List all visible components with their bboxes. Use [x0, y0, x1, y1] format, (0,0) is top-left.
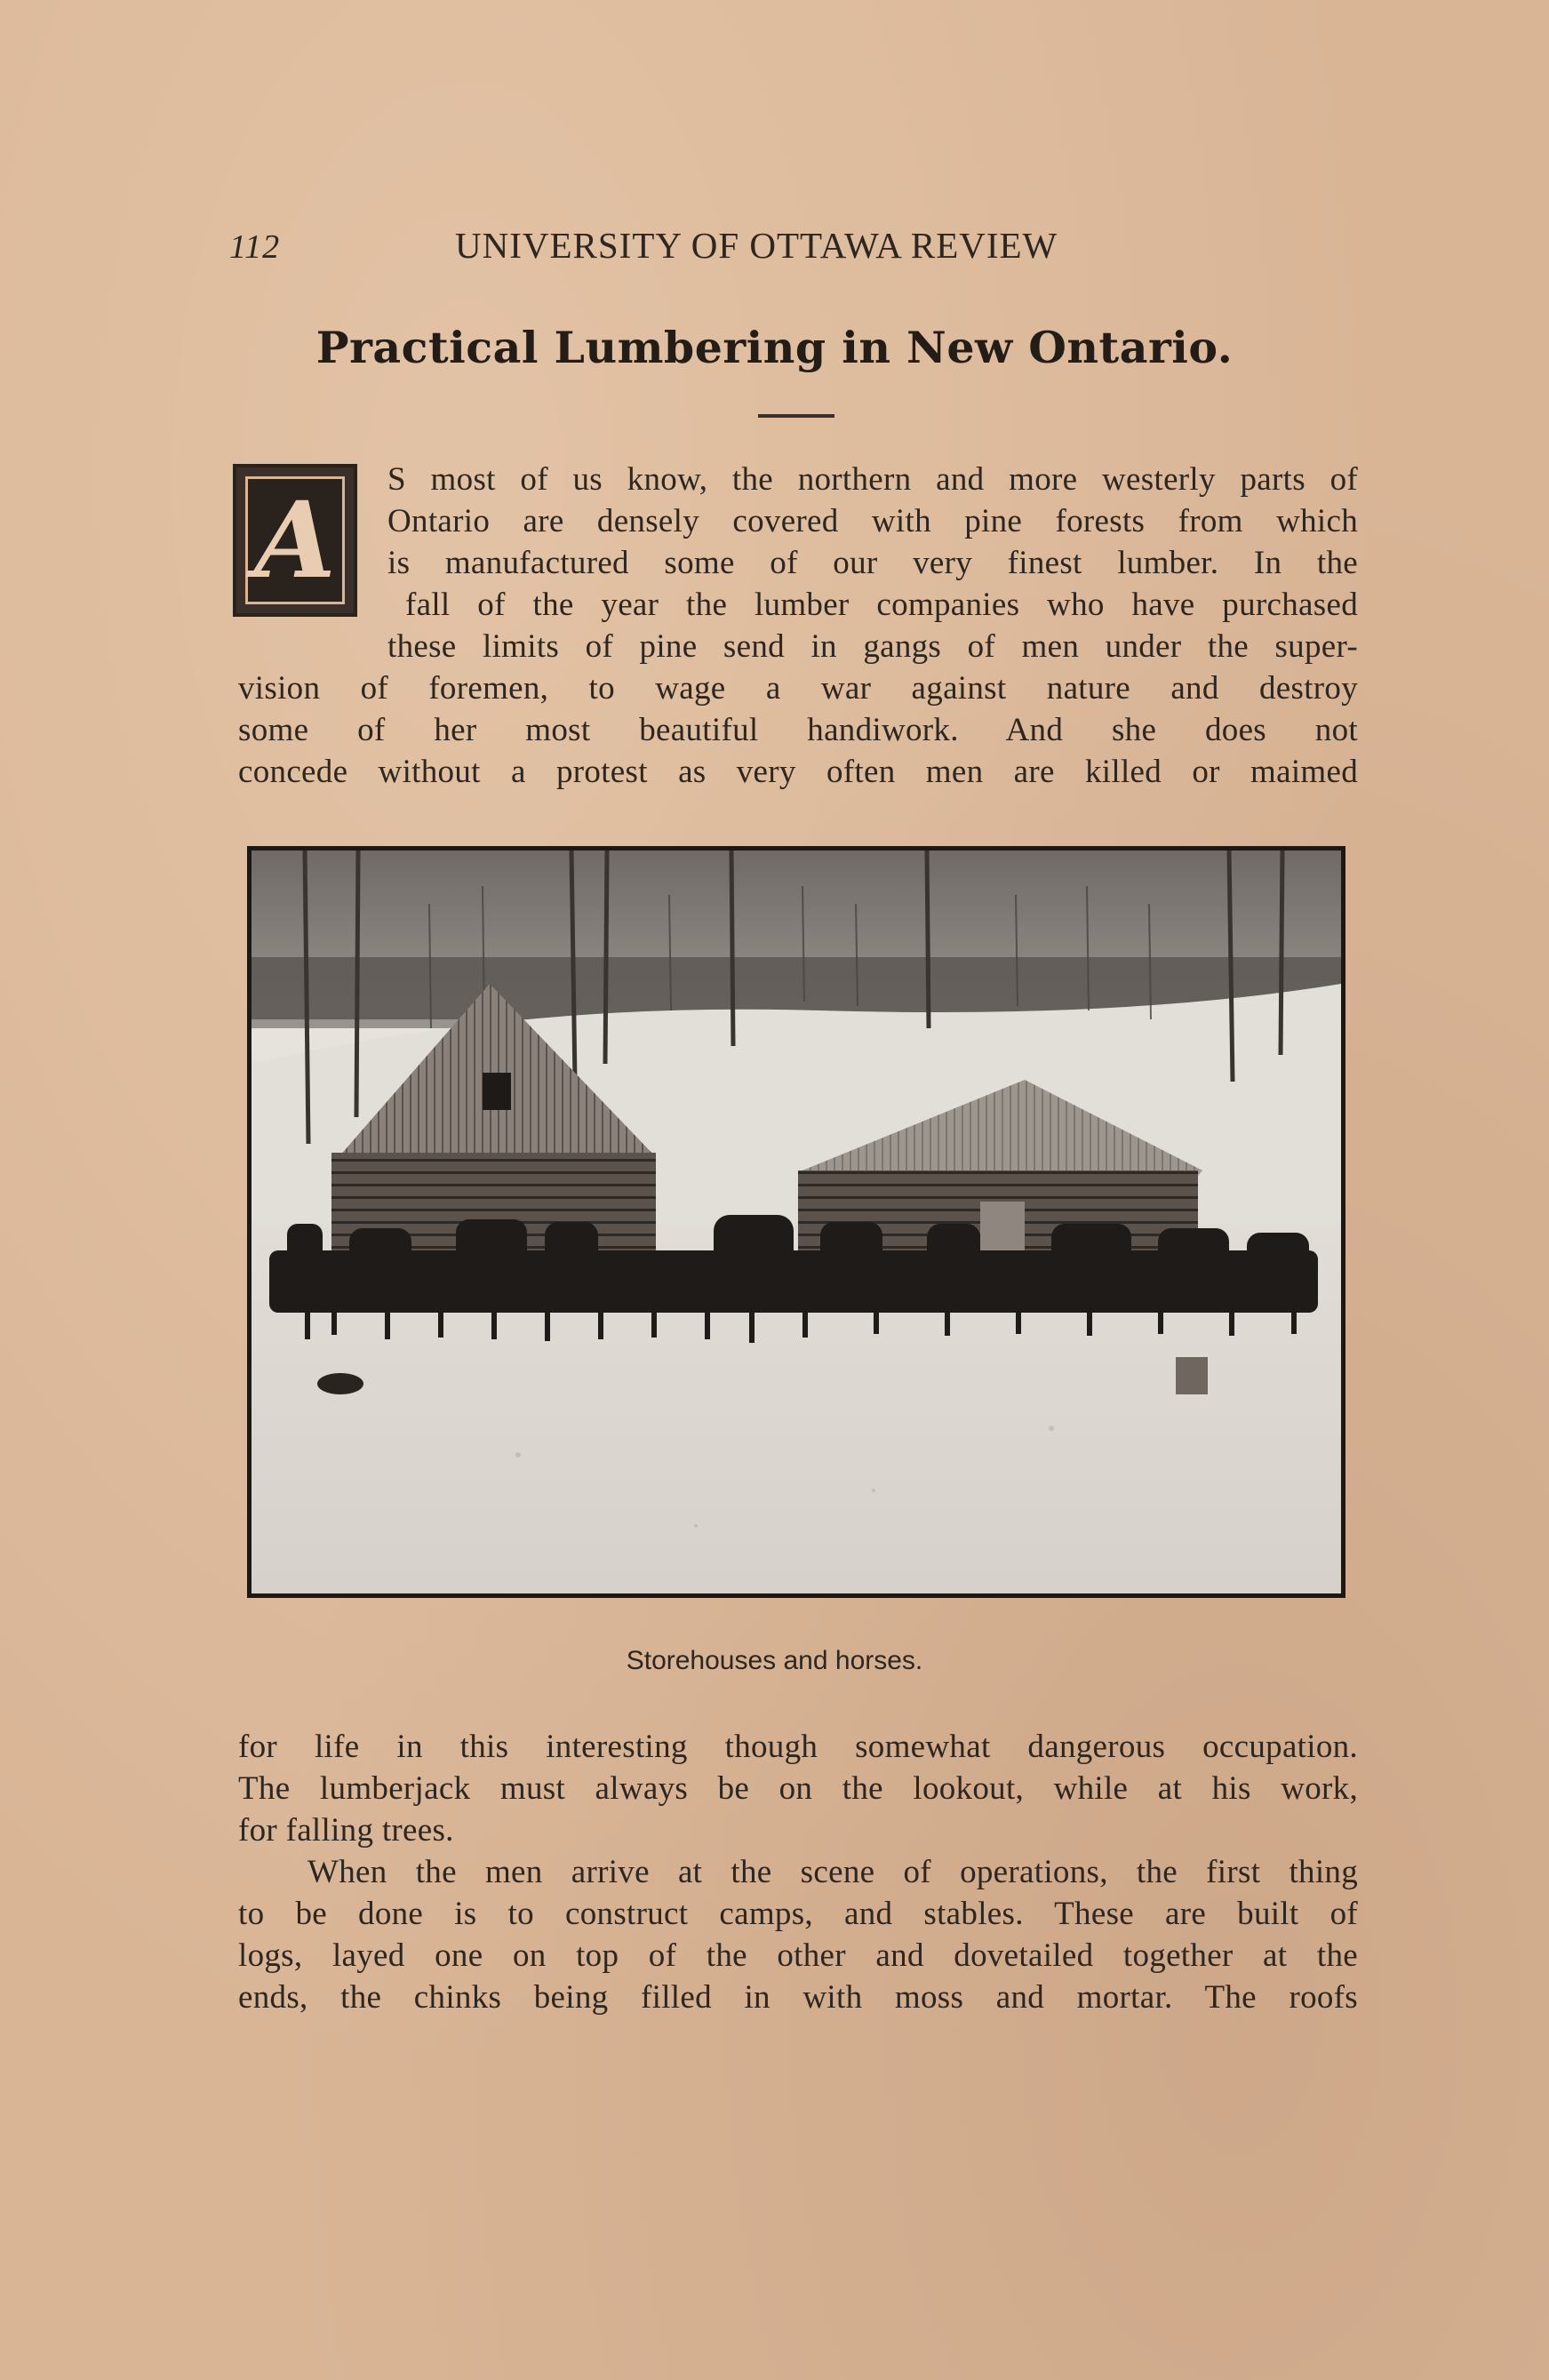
page-number: 112 [229, 228, 281, 266]
body-line: fall of the year the lumber companies who have purchased [405, 587, 1358, 623]
body-line: When the men arrive at the scene of operations, the first thing [307, 1854, 1358, 1890]
body-line: for life in this interesting though somewhat dangerous occupation. [238, 1729, 1358, 1765]
body-line: vision of foremen, to wage a war against nature and destroy [238, 670, 1358, 707]
body-line: S most of us know, the northern and more westerly parts of [387, 461, 1358, 498]
title-rule [758, 414, 834, 418]
body-line: for falling trees. [238, 1812, 454, 1849]
drop-cap-frame [245, 476, 345, 604]
drop-cap [233, 464, 357, 617]
body-line: is manufactured some of our very finest lumber. In the [387, 545, 1358, 581]
body-line: some of her most beautiful handiwork. And she does not [238, 712, 1358, 748]
body-line: Ontario are densely covered with pine forests from which [387, 503, 1358, 539]
body-line: logs, layed one on top of the other and dovetailed together at the [238, 1937, 1358, 1974]
body-line: The lumberjack must always be on the lookout, while at his work, [238, 1770, 1358, 1807]
body-line: these limits of pine send in gangs of men under the super- [387, 628, 1358, 665]
body-line: ends, the chinks being filled in with moss and mortar. The roofs [238, 1979, 1358, 2016]
body-line: to be done is to construct camps, and stables. These are built of [238, 1896, 1358, 1932]
article-title: Practical Lumbering in New Ontario. [315, 322, 1234, 373]
figure-caption: Storehouses and horses. [626, 1646, 923, 1675]
running-head: UNIVERSITY OF OTTAWA REVIEW [455, 225, 1058, 266]
body-line: concede without a protest as very often men are killed or maimed [238, 754, 1358, 790]
photograph [247, 846, 1345, 1598]
drop-cap-letter: A [254, 478, 336, 602]
